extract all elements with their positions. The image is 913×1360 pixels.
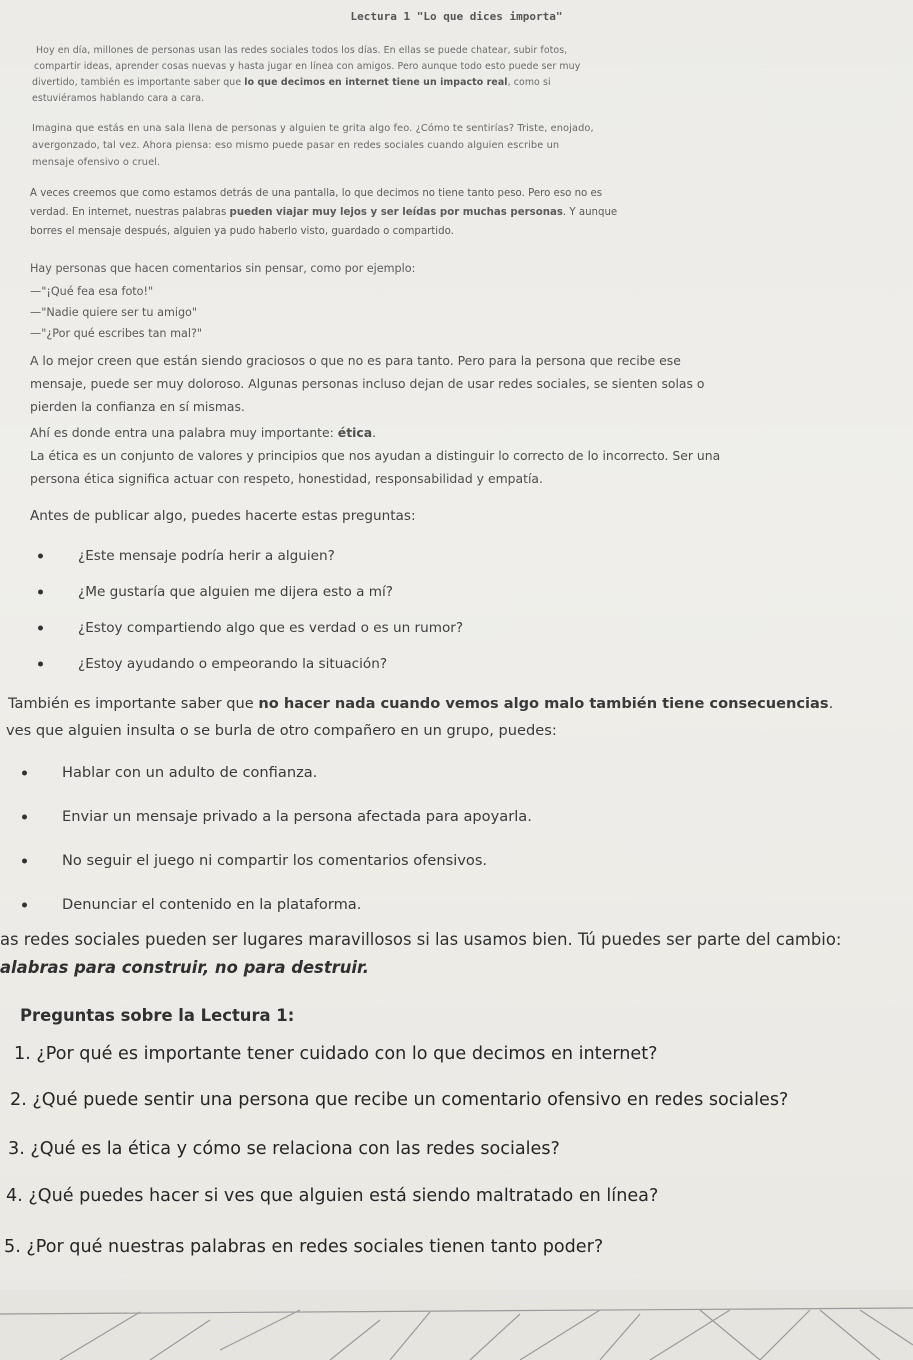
- reading-question-4: 4. ¿Qué puedes hacer si ves que alguien está siendo maltratado en línea?: [6, 1186, 659, 1206]
- comment-2: —"Nadie quiere ser tu amigo": [30, 306, 198, 319]
- screen-line-3: borres el mensaje después, alguien ya pudo haberlo visto, guardado o compartido.: [30, 226, 454, 237]
- imagine-line-1: Imagina que estás en una sala llena de personas y alguien te grita algo feo. ¿Cómo te sentirías? Triste, enojado,: [32, 123, 594, 134]
- intro-line-2: compartir ideas, aprender cosas nuevas y hasta jugar en línea con amigos. Pero aunque todo esto puede ser muy: [34, 61, 581, 72]
- reading-title: Lectura 1 "Lo que dices importa": [350, 10, 563, 23]
- self-question-3: ¿Estoy compartiendo algo que es verdad o es un rumor?: [78, 620, 464, 636]
- action-1: Hablar con un adulto de confianza.: [62, 764, 318, 781]
- reading-question-3: 3. ¿Qué es la ética y cómo se relaciona con las redes sociales?: [8, 1139, 560, 1159]
- closing-line-2: alabras para construir, no para destruir.: [0, 958, 369, 977]
- intro-line-1: Hoy en día, millones de personas usan las redes sociales todos los días. En ellas se puede chatear, subir fotos,: [36, 45, 568, 56]
- reading-question-2: 2. ¿Qué puede sentir una persona que recibe un comentario ofensivo en redes sociales?: [10, 1090, 789, 1110]
- funny-line-1: A lo mejor creen que están siendo graciosos o que no es para tanto. Pero para la persona que recibe ese: [30, 353, 681, 368]
- comments-intro: Hay personas que hacen comentarios sin pensar, como por ejemplo:: [30, 262, 416, 275]
- closing-line-1: as redes sociales pueden ser lugares maravillosos si las usamos bien. Tú puedes ser parte del cambio:: [0, 930, 842, 949]
- action-4: Denunciar el contenido en la plataforma.: [62, 896, 362, 913]
- reading-question-5: 5. ¿Por qué nuestras palabras en redes sociales tienen tanto poder?: [4, 1237, 604, 1257]
- intro-line-3: divertido, también es importante saber que lo que decimos en internet tiene un impacto real, como si: [32, 77, 551, 88]
- self-question-4: ¿Estoy ayudando o empeorando la situación?: [78, 656, 388, 672]
- funny-line-3: pierden la confianza en sí mismas.: [30, 399, 245, 414]
- reading-question-1: 1. ¿Por qué es importante tener cuidado con lo que decimos en internet?: [14, 1044, 658, 1064]
- ethics-intro: Ahí es donde entra una palabra muy importante: ética.: [30, 425, 377, 440]
- intro-line-4: estuviéramos hablando cara a cara.: [32, 93, 205, 104]
- consequence-line-2: ves que alguien insulta o se burla de otro compañero en un grupo, puedes:: [6, 722, 557, 739]
- action-3: No seguir el juego ni compartir los comentarios ofensivos.: [62, 852, 488, 869]
- funny-line-2: mensaje, puede ser muy doloroso. Algunas personas incluso dejan de usar redes sociales, se sienten solas o: [30, 376, 705, 391]
- comment-1: —"¡Qué fea esa foto!": [30, 285, 154, 298]
- self-question-2: ¿Me gustaría que alguien me dijera esto a mí?: [78, 584, 393, 600]
- screen-line-2: verdad. En internet, nuestras palabras pueden viajar muy lejos y ser leídas por muchas personas. Y aunque: [30, 207, 618, 218]
- ethics-def-line-1: La ética es un conjunto de valores y principios que nos ayudan a distinguir lo correcto de lo incorrecto. Ser una: [30, 448, 721, 463]
- ethics-def-line-2: persona ética significa actuar con respeto, honestidad, responsabilidad y empatía.: [30, 471, 543, 486]
- action-2: Enviar un mensaje privado a la persona afectada para apoyarla.: [62, 808, 532, 825]
- imagine-line-3: mensaje ofensivo o cruel.: [32, 157, 161, 168]
- imagine-line-2: avergonzado, tal vez. Ahora piensa: eso mismo puede pasar en redes sociales cuando alguien escribe un: [32, 140, 560, 151]
- screen-line-1: A veces creemos que como estamos detrás de una pantalla, lo que decimos no tiene tanto peso. Pero eso no es: [30, 188, 603, 199]
- self-question-1: ¿Este mensaje podría herir a alguien?: [78, 548, 335, 564]
- comment-3: —"¿Por qué escribes tan mal?": [30, 327, 203, 340]
- questions-heading: Preguntas sobre la Lectura 1:: [20, 1006, 295, 1025]
- consequence-line-1: También es importante saber que no hacer nada cuando vemos algo malo también tiene consecuencias.: [8, 695, 834, 712]
- questions-intro: Antes de publicar algo, puedes hacerte estas preguntas:: [30, 508, 416, 524]
- bottom-pattern: [0, 1290, 913, 1360]
